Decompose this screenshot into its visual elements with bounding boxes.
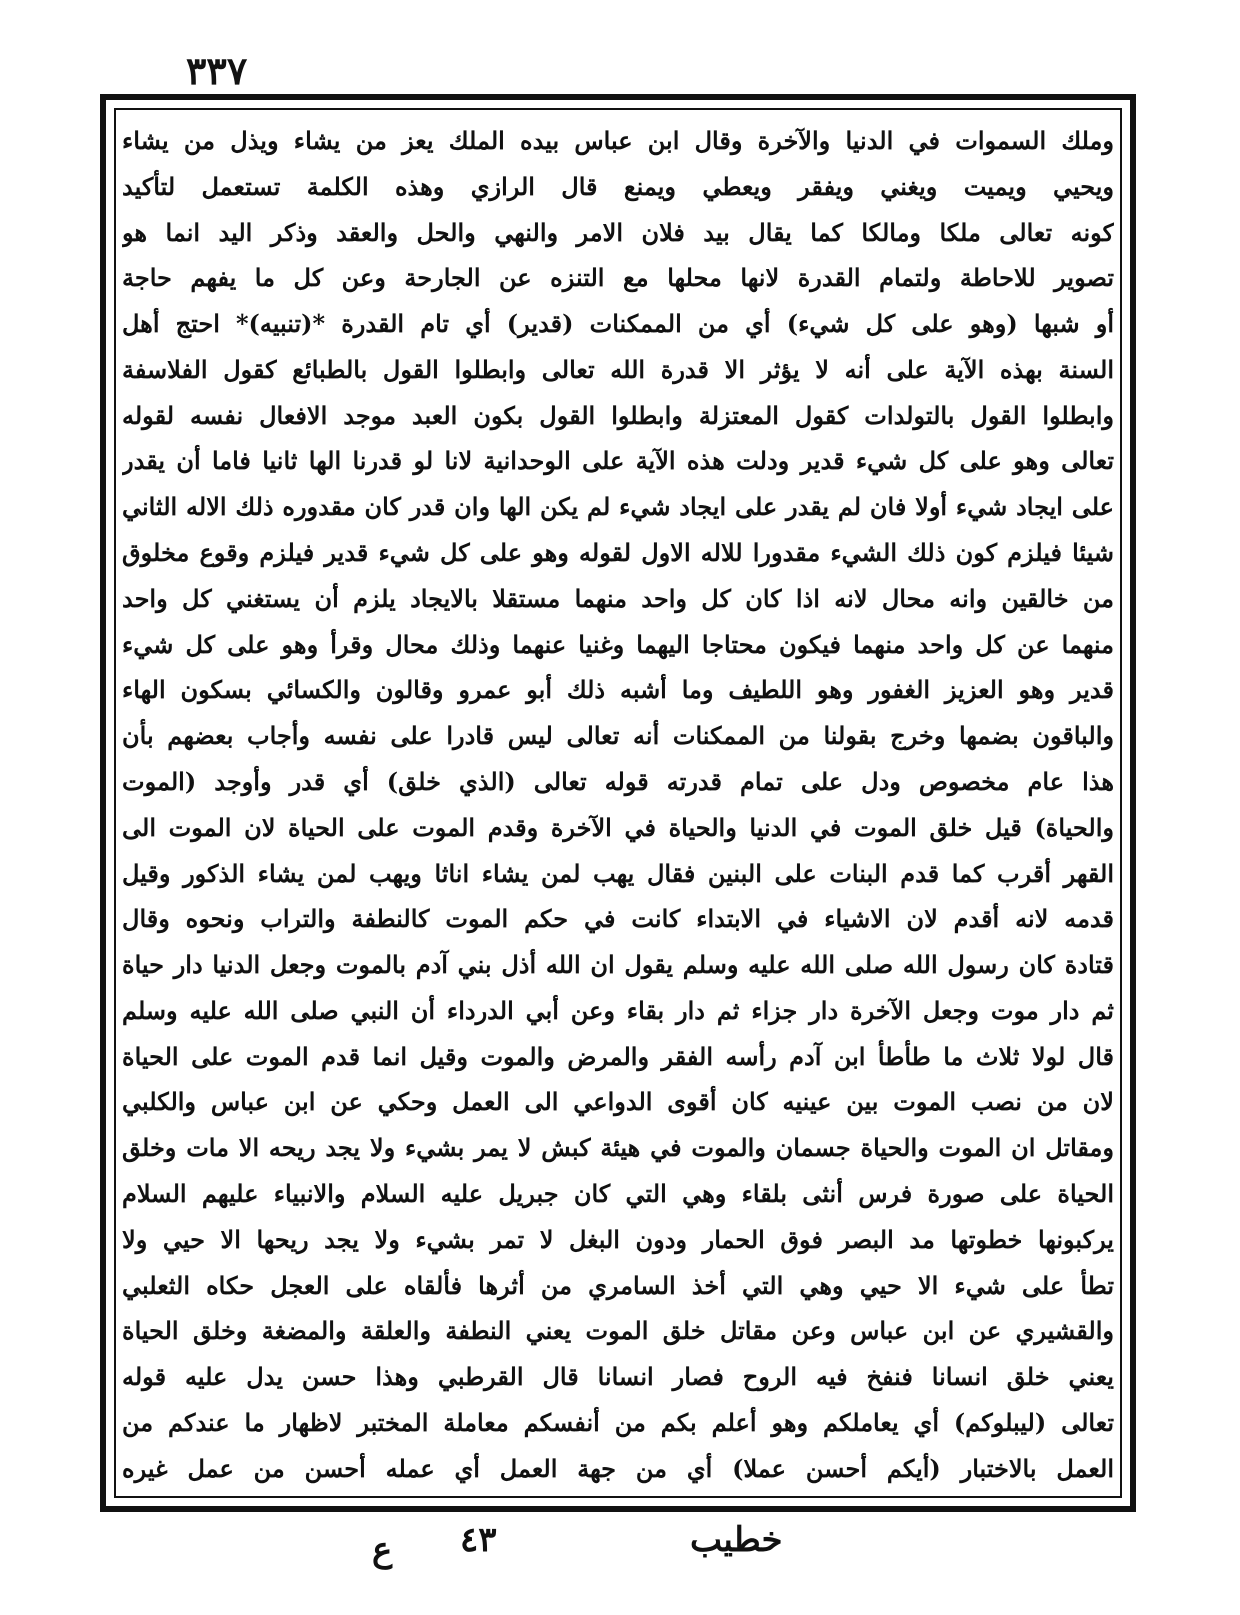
- text-line: وملك السموات في الدنيا والآخرة وقال ابن عباس بيده الملك يعز من يشاء ويذل من يشاء: [122, 126, 1114, 155]
- text-line: ومقاتل ان الموت والحياة جسمان والموت في هيئة كبش لا يمر بشيء ولا يجد ريحه الا مات وخلق: [122, 1133, 1114, 1163]
- text-line: أو شبها (وهو على كل شيء) أي من الممكنات (قدير) أي تام القدرة *(تنبيه)* احتج أهل: [122, 309, 1114, 339]
- text-line: قتادة كان رسول الله صلى الله عليه وسلم يقول ان الله أذل بني آدم بالموت وجعل الدنيا دار حياة: [122, 950, 1114, 980]
- text-line: القهر أقرب كما قدم البنات على البنين فقال يهب لمن يشاء اناثا ويهب لمن يشاء الذكور وقيل: [122, 858, 1114, 888]
- text-line: العمل بالاختبار (أيكم أحسن عملا) أي من جهة العمل أي عمله أحسن من عمل غيره: [122, 1453, 1114, 1483]
- text-line: من خالقين وانه محال لانه اذا كان كل واحد منهما مستقلا بالايجاد يلزم أن يستغني كل واحد: [122, 583, 1114, 613]
- signature-number: ٤٣: [460, 1520, 497, 1560]
- text-line: والقشيري عن ابن عباس وعن مقاتل خلق الموت يعني النطفة والعلقة والمضغة وخلق الحياة: [122, 1316, 1114, 1346]
- text-line: يعني خلق انسانا فنفخ فيه الروح فصار انسانا قال القرطبي وهذا حسن يدل عليه قوله: [122, 1362, 1114, 1392]
- text-line: لان من نصب الموت بين عينيه كان أقوى الدواعي الى العمل وحكي عن ابن عباس والكلبي: [122, 1087, 1114, 1117]
- text-line: منهما عن كل واحد منهما فيكون محتاجا اليهما وغنيا عنهما وذلك محال وقرأ وهو على كل شيء: [122, 629, 1114, 659]
- text-line: هذا عام مخصوص ودل على تمام قدرته قوله تعالى (الذي خلق) أي قدر وأوجد (الموت: [122, 766, 1114, 796]
- page-number: ٣٣٧: [186, 48, 248, 93]
- signature-word: خطيب: [690, 1520, 783, 1560]
- text-line: ويحيي ويميت ويغني ويفقر ويعطي ويمنع قال الرازي وهذه الكلمة تستعمل لتأكيد: [122, 171, 1114, 201]
- text-line: والحياة) قيل خلق الموت في الدنيا والحياة في الآخرة وقدم الموت على الحياة لان الموت الى: [122, 812, 1114, 842]
- text-line: تعالى وهو على كل شيء قدير ودلت هذه الآية على الوحدانية لانا لو قدرنا الها ثانيا فاما أن يقدر: [122, 446, 1114, 476]
- text-line: السنة بهذه الآية على أنه لا يؤثر الا قدرة الله تعالى وابطلوا القول بالطبائع كقول الفلاسفة: [122, 354, 1114, 384]
- page-footer: [0, 1520, 1240, 1580]
- text-line: ثم دار موت وجعل الآخرة دار جزاء ثم دار بقاء وعن أبي الدرداء أن النبي صلى الله عليه وسلم: [122, 995, 1114, 1025]
- signature-letter: ع: [372, 1530, 393, 1570]
- text-line: كونه تعالى ملكا ومالكا كما يقال بيد فلان الامر والنهي والحل والعقد وذكر اليد انما هو: [122, 217, 1114, 247]
- text-line: تطأ على شيء الا حيي وهي التي أخذ السامري من أثرها فألقاه على العجل حكاه الثعلبي: [122, 1270, 1114, 1300]
- text-line: يركبونها خطوتها مد البصر فوق الحمار ودون البغل لا تمر بشيء ولا يجد ريحها الا حيي ولا: [122, 1224, 1114, 1254]
- text-line: قدمه لانه أقدم لان الاشياء في الابتداء كانت في حكم الموت كالنطفة والتراب ونحوه وقال: [122, 904, 1114, 934]
- text-line: قال لولا ثلاث ما طأطأ ابن آدم رأسه الفقر والمرض والموت وقيل انما قدم الموت على الحياة: [122, 1041, 1114, 1071]
- text-line: وابطلوا القول بالتولدات كقول المعتزلة وابطلوا القول بكون العبد موجد الافعال نفسه لقوله: [122, 400, 1114, 430]
- text-line: شيئا فيلزم كون ذلك الشيء مقدورا للاله الاول لقوله وهو على كل شيء قدير فيلزم وقوع مخلوق: [122, 538, 1114, 568]
- text-line: تعالى (ليبلوكم) أي يعاملكم وهو أعلم بكم من أنفسكم معاملة المختبر لاظهار ما عندكم من: [122, 1407, 1114, 1437]
- text-line: تصوير للاحاطة ولتمام القدرة لانها محلها مع التنزه عن الجارحة وعن كل ما يفهم حاجة: [122, 263, 1114, 293]
- text-line: قدير وهو العزيز الغفور وهو اللطيف وما أشبه ذلك أبو عمرو وقالون والكسائي بسكون الهاء: [122, 675, 1114, 705]
- text-line: الحياة على صورة فرس أنثى بلقاء وهي التي كان جبريل عليه السلام والانبياء عليهم السلام: [122, 1178, 1114, 1208]
- body-text: [122, 122, 1114, 1488]
- text-line: على ايجاد شيء أولا فان لم يقدر على ايجاد شيء لم يكن الها وان قدر كان مقدوره ذلك الاله الثاني: [122, 492, 1114, 522]
- text-line: والباقون بضمها وخرج بقولنا من الممكنات أنه تعالى ليس قادرا على نفسه وأجاب بعضهم بأن: [122, 721, 1114, 751]
